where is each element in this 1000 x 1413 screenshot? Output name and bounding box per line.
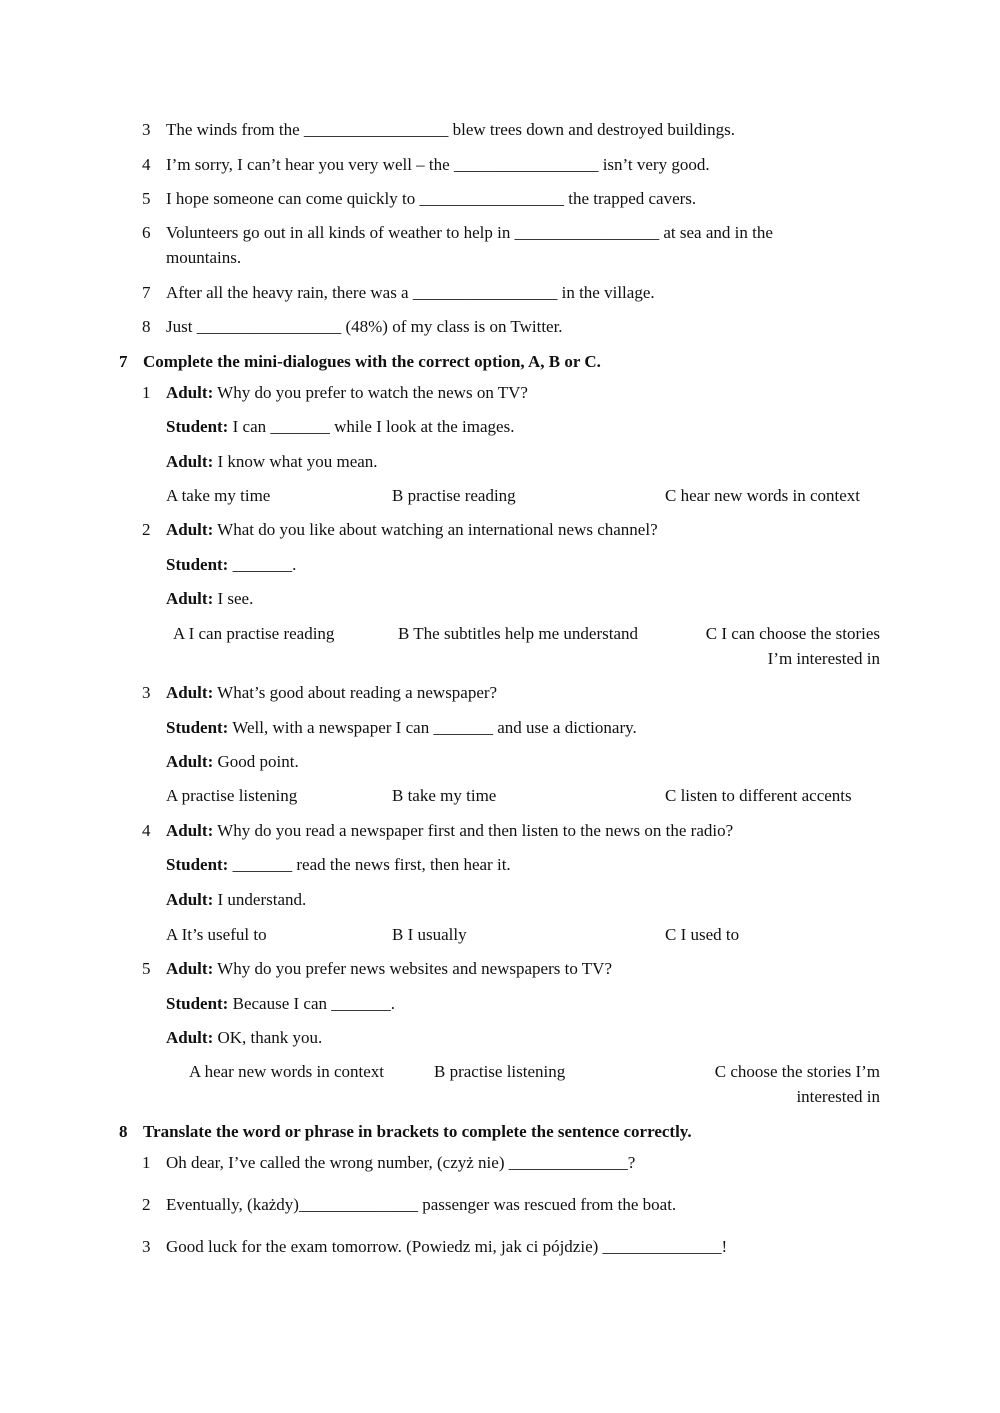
student-line: Student: _______ read the news first, then hear it. bbox=[166, 855, 511, 874]
adult-reply: Adult: I see. bbox=[166, 589, 254, 608]
adult-reply: Adult: I understand. bbox=[166, 890, 307, 909]
section-number: 7 bbox=[119, 352, 128, 371]
option-c: C I used to bbox=[665, 925, 740, 944]
item-text: Good luck for the exam tomorrow. (Powiedz mi, jak ci pójdzie) ______________! bbox=[166, 1237, 728, 1256]
option-a: A take my time bbox=[166, 486, 271, 505]
adult-line: Adult: Why do you prefer news websites and newspapers to TV? bbox=[166, 959, 613, 978]
adult-line: Adult: What’s good about reading a newspaper? bbox=[166, 683, 498, 702]
section-instruction: Translate the word or phrase in brackets to complete the sentence correctly. bbox=[143, 1122, 692, 1141]
option-b: B practise reading bbox=[392, 486, 516, 505]
adult-reply: Adult: OK, thank you. bbox=[166, 1028, 323, 1047]
dialogue-number: 2 bbox=[142, 520, 151, 539]
dialogue-number: 3 bbox=[142, 683, 151, 702]
item-text: The winds from the _________________ blew trees down and destroyed buildings. bbox=[166, 120, 735, 139]
item-text: I hope someone can come quickly to _________________ the trapped cavers. bbox=[166, 189, 697, 208]
section-number: 8 bbox=[119, 1122, 128, 1141]
item-number: 3 bbox=[142, 1237, 151, 1256]
item-text: Just _________________ (48%) of my class is on Twitter. bbox=[166, 317, 563, 336]
student-line: Student: _______. bbox=[166, 555, 297, 574]
item-number: 8 bbox=[142, 317, 151, 336]
option-b: B practise listening bbox=[434, 1062, 566, 1081]
option-b: B I usually bbox=[392, 925, 467, 944]
option-c: C hear new words in context bbox=[665, 486, 860, 505]
item-text: Volunteers go out in all kinds of weather to help in _________________ at sea and in the bbox=[166, 223, 773, 242]
student-line: Student: Because I can _______. bbox=[166, 994, 395, 1013]
adult-reply: Adult: Good point. bbox=[166, 752, 299, 771]
item-number: 4 bbox=[142, 155, 151, 174]
dialogue-number: 1 bbox=[142, 383, 151, 402]
option-c: C listen to different accents bbox=[665, 786, 852, 805]
option-c: C choose the stories I’m bbox=[714, 1062, 880, 1081]
adult-line: Adult: Why do you prefer to watch the news on TV? bbox=[166, 383, 528, 402]
option-c-continuation: interested in bbox=[796, 1087, 880, 1106]
item-text: After all the heavy rain, there was a _________________ in the village. bbox=[166, 283, 655, 302]
option-b: B take my time bbox=[392, 786, 497, 805]
item-text: I’m sorry, I can’t hear you very well – the _________________ isn’t very good. bbox=[166, 155, 710, 174]
section-instruction: Complete the mini-dialogues with the correct option, A, B or C. bbox=[143, 352, 601, 371]
option-a: A hear new words in context bbox=[189, 1062, 384, 1081]
student-line: Student: Well, with a newspaper I can _______ and use a dictionary. bbox=[166, 718, 637, 737]
option-a: A It’s useful to bbox=[166, 925, 267, 944]
student-line: Student: I can _______ while I look at the images. bbox=[166, 417, 515, 436]
item-number: 7 bbox=[142, 283, 151, 302]
option-a: A practise listening bbox=[166, 786, 298, 805]
option-b: B The subtitles help me understand bbox=[398, 624, 639, 643]
adult-reply: Adult: I know what you mean. bbox=[166, 452, 378, 471]
adult-line: Adult: What do you like about watching an international news channel? bbox=[166, 520, 658, 539]
item-text: Oh dear, I’ve called the wrong number, (czyż nie) ______________? bbox=[166, 1153, 636, 1172]
item-number: 3 bbox=[142, 120, 151, 139]
option-c: C I can choose the stories bbox=[705, 624, 880, 643]
option-c-continuation: I’m interested in bbox=[767, 649, 880, 668]
item-text: Eventually, (każdy)______________ passenger was rescued from the boat. bbox=[166, 1195, 677, 1214]
dialogue-number: 4 bbox=[142, 821, 151, 840]
item-number: 6 bbox=[142, 223, 151, 242]
item-text-continuation: mountains. bbox=[166, 248, 242, 267]
dialogue-number: 5 bbox=[142, 959, 151, 978]
item-number: 1 bbox=[142, 1153, 151, 1172]
adult-line: Adult: Why do you read a newspaper first and then listen to the news on the radio? bbox=[166, 821, 734, 840]
item-number: 5 bbox=[142, 189, 151, 208]
option-a: A I can practise reading bbox=[173, 624, 335, 643]
item-number: 2 bbox=[142, 1195, 151, 1214]
